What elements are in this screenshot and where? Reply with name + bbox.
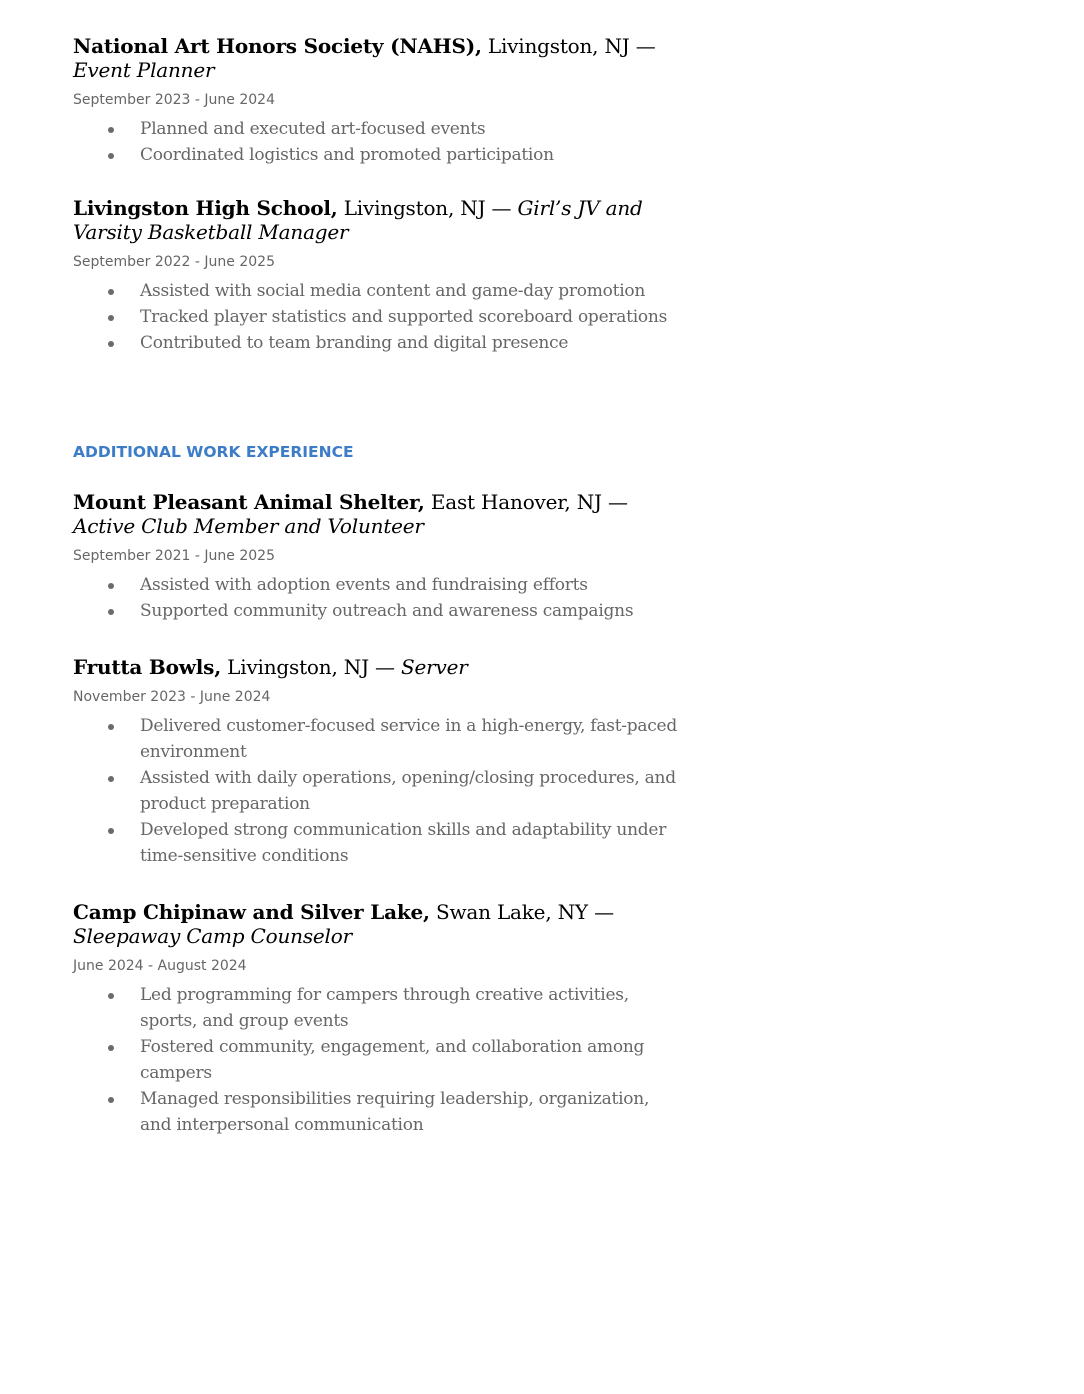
resume-page <box>73 34 683 1138</box>
organization-name: Frutta Bowls, <box>73 655 222 679</box>
list-item <box>73 304 683 330</box>
entry-location: Livingston, NJ — <box>337 196 518 220</box>
list-item <box>73 278 683 304</box>
bullet-icon <box>108 583 114 589</box>
entry-location: East Hanover, NJ — <box>424 490 628 514</box>
bullet-icon <box>108 315 114 321</box>
bullet-text: Tracked player statistics and supported scoreboard operations <box>140 307 668 327</box>
bullet-list <box>73 278 683 356</box>
bullet-text: Led programming for campers through creative activities, sports, and group events <box>140 985 629 1031</box>
list-item <box>73 572 683 598</box>
entry-location: Livingston, NJ — <box>481 34 656 58</box>
experience-entry-animal-shelter <box>73 490 683 624</box>
list-item <box>73 598 683 624</box>
bullet-icon <box>108 127 114 133</box>
experience-entry-camp <box>73 900 683 1138</box>
bullet-icon <box>108 609 114 615</box>
bullet-text: Contributed to team branding and digital presence <box>140 333 569 353</box>
bullet-icon <box>108 993 114 999</box>
list-item <box>73 330 683 356</box>
entry-role: Server <box>401 655 468 679</box>
entry-dates: September 2022 - June 2025 <box>73 254 275 270</box>
bullet-list <box>73 572 683 624</box>
entry-dates: September 2021 - June 2025 <box>73 548 275 564</box>
bullet-text: Assisted with adoption events and fundraising efforts <box>140 575 588 595</box>
experience-entry-nahs <box>73 34 683 168</box>
bullet-icon <box>108 828 114 834</box>
entry-role: Event Planner <box>73 58 215 82</box>
entry-heading <box>73 900 683 948</box>
bullet-text: Supported community outreach and awareness campaigns <box>140 601 634 621</box>
bullet-text: Delivered customer-focused service in a high-energy, fast-paced environment <box>140 716 677 762</box>
entry-location: Swan Lake, NY — <box>429 900 614 924</box>
organization-name: Camp Chipinaw and Silver Lake, <box>73 900 430 924</box>
bullet-icon <box>108 153 114 159</box>
entry-dates: September 2023 - June 2024 <box>73 92 275 108</box>
bullet-text: Assisted with social media content and game-day promotion <box>140 281 646 301</box>
list-item <box>73 1086 683 1138</box>
entry-heading <box>73 490 683 538</box>
entry-heading <box>73 655 683 679</box>
list-item <box>73 1034 683 1086</box>
experience-entry-frutta-bowls <box>73 655 683 869</box>
bullet-icon <box>108 1097 114 1103</box>
list-item <box>73 817 683 869</box>
bullet-list <box>73 982 683 1138</box>
list-item <box>73 116 683 142</box>
list-item <box>73 713 683 765</box>
bullet-icon <box>108 341 114 347</box>
entry-dates: November 2023 - June 2024 <box>73 689 271 705</box>
organization-name: Mount Pleasant Animal Shelter, <box>73 490 425 514</box>
bullet-icon <box>108 289 114 295</box>
entry-heading <box>73 34 683 82</box>
bullet-text: Coordinated logistics and promoted participation <box>140 145 554 165</box>
organization-name: Livingston High School, <box>73 196 338 220</box>
bullet-text: Developed strong communication skills and adaptability under time-sensitive conditions <box>140 820 667 866</box>
entry-dates: June 2024 - August 2024 <box>73 958 247 974</box>
bullet-list <box>73 713 683 869</box>
bullet-text: Fostered community, engagement, and collaboration among campers <box>140 1037 645 1083</box>
bullet-text: Managed responsibilities requiring leadership, organization, and interpersonal communication <box>140 1089 650 1135</box>
experience-entry-lhs <box>73 196 683 356</box>
organization-name: National Art Honors Society (NAHS), <box>73 34 482 58</box>
entry-role: Girl’s JV and Varsity Basketball Manager <box>73 196 643 244</box>
entry-location: Livingston, NJ — <box>221 655 401 679</box>
bullet-icon <box>108 1045 114 1051</box>
list-item <box>73 982 683 1034</box>
entry-heading <box>73 196 683 244</box>
list-item <box>73 765 683 817</box>
bullet-text: Assisted with daily operations, opening/closing procedures, and product preparation <box>140 768 676 814</box>
list-item <box>73 142 683 168</box>
bullet-icon <box>108 724 114 730</box>
bullet-text: Planned and executed art-focused events <box>140 119 486 139</box>
bullet-list <box>73 116 683 168</box>
bullet-icon <box>108 776 114 782</box>
entry-role: Active Club Member and Volunteer <box>73 514 424 538</box>
section-title-additional-work: ADDITIONAL WORK EXPERIENCE <box>73 443 354 461</box>
entry-role: Sleepaway Camp Counselor <box>73 924 352 948</box>
